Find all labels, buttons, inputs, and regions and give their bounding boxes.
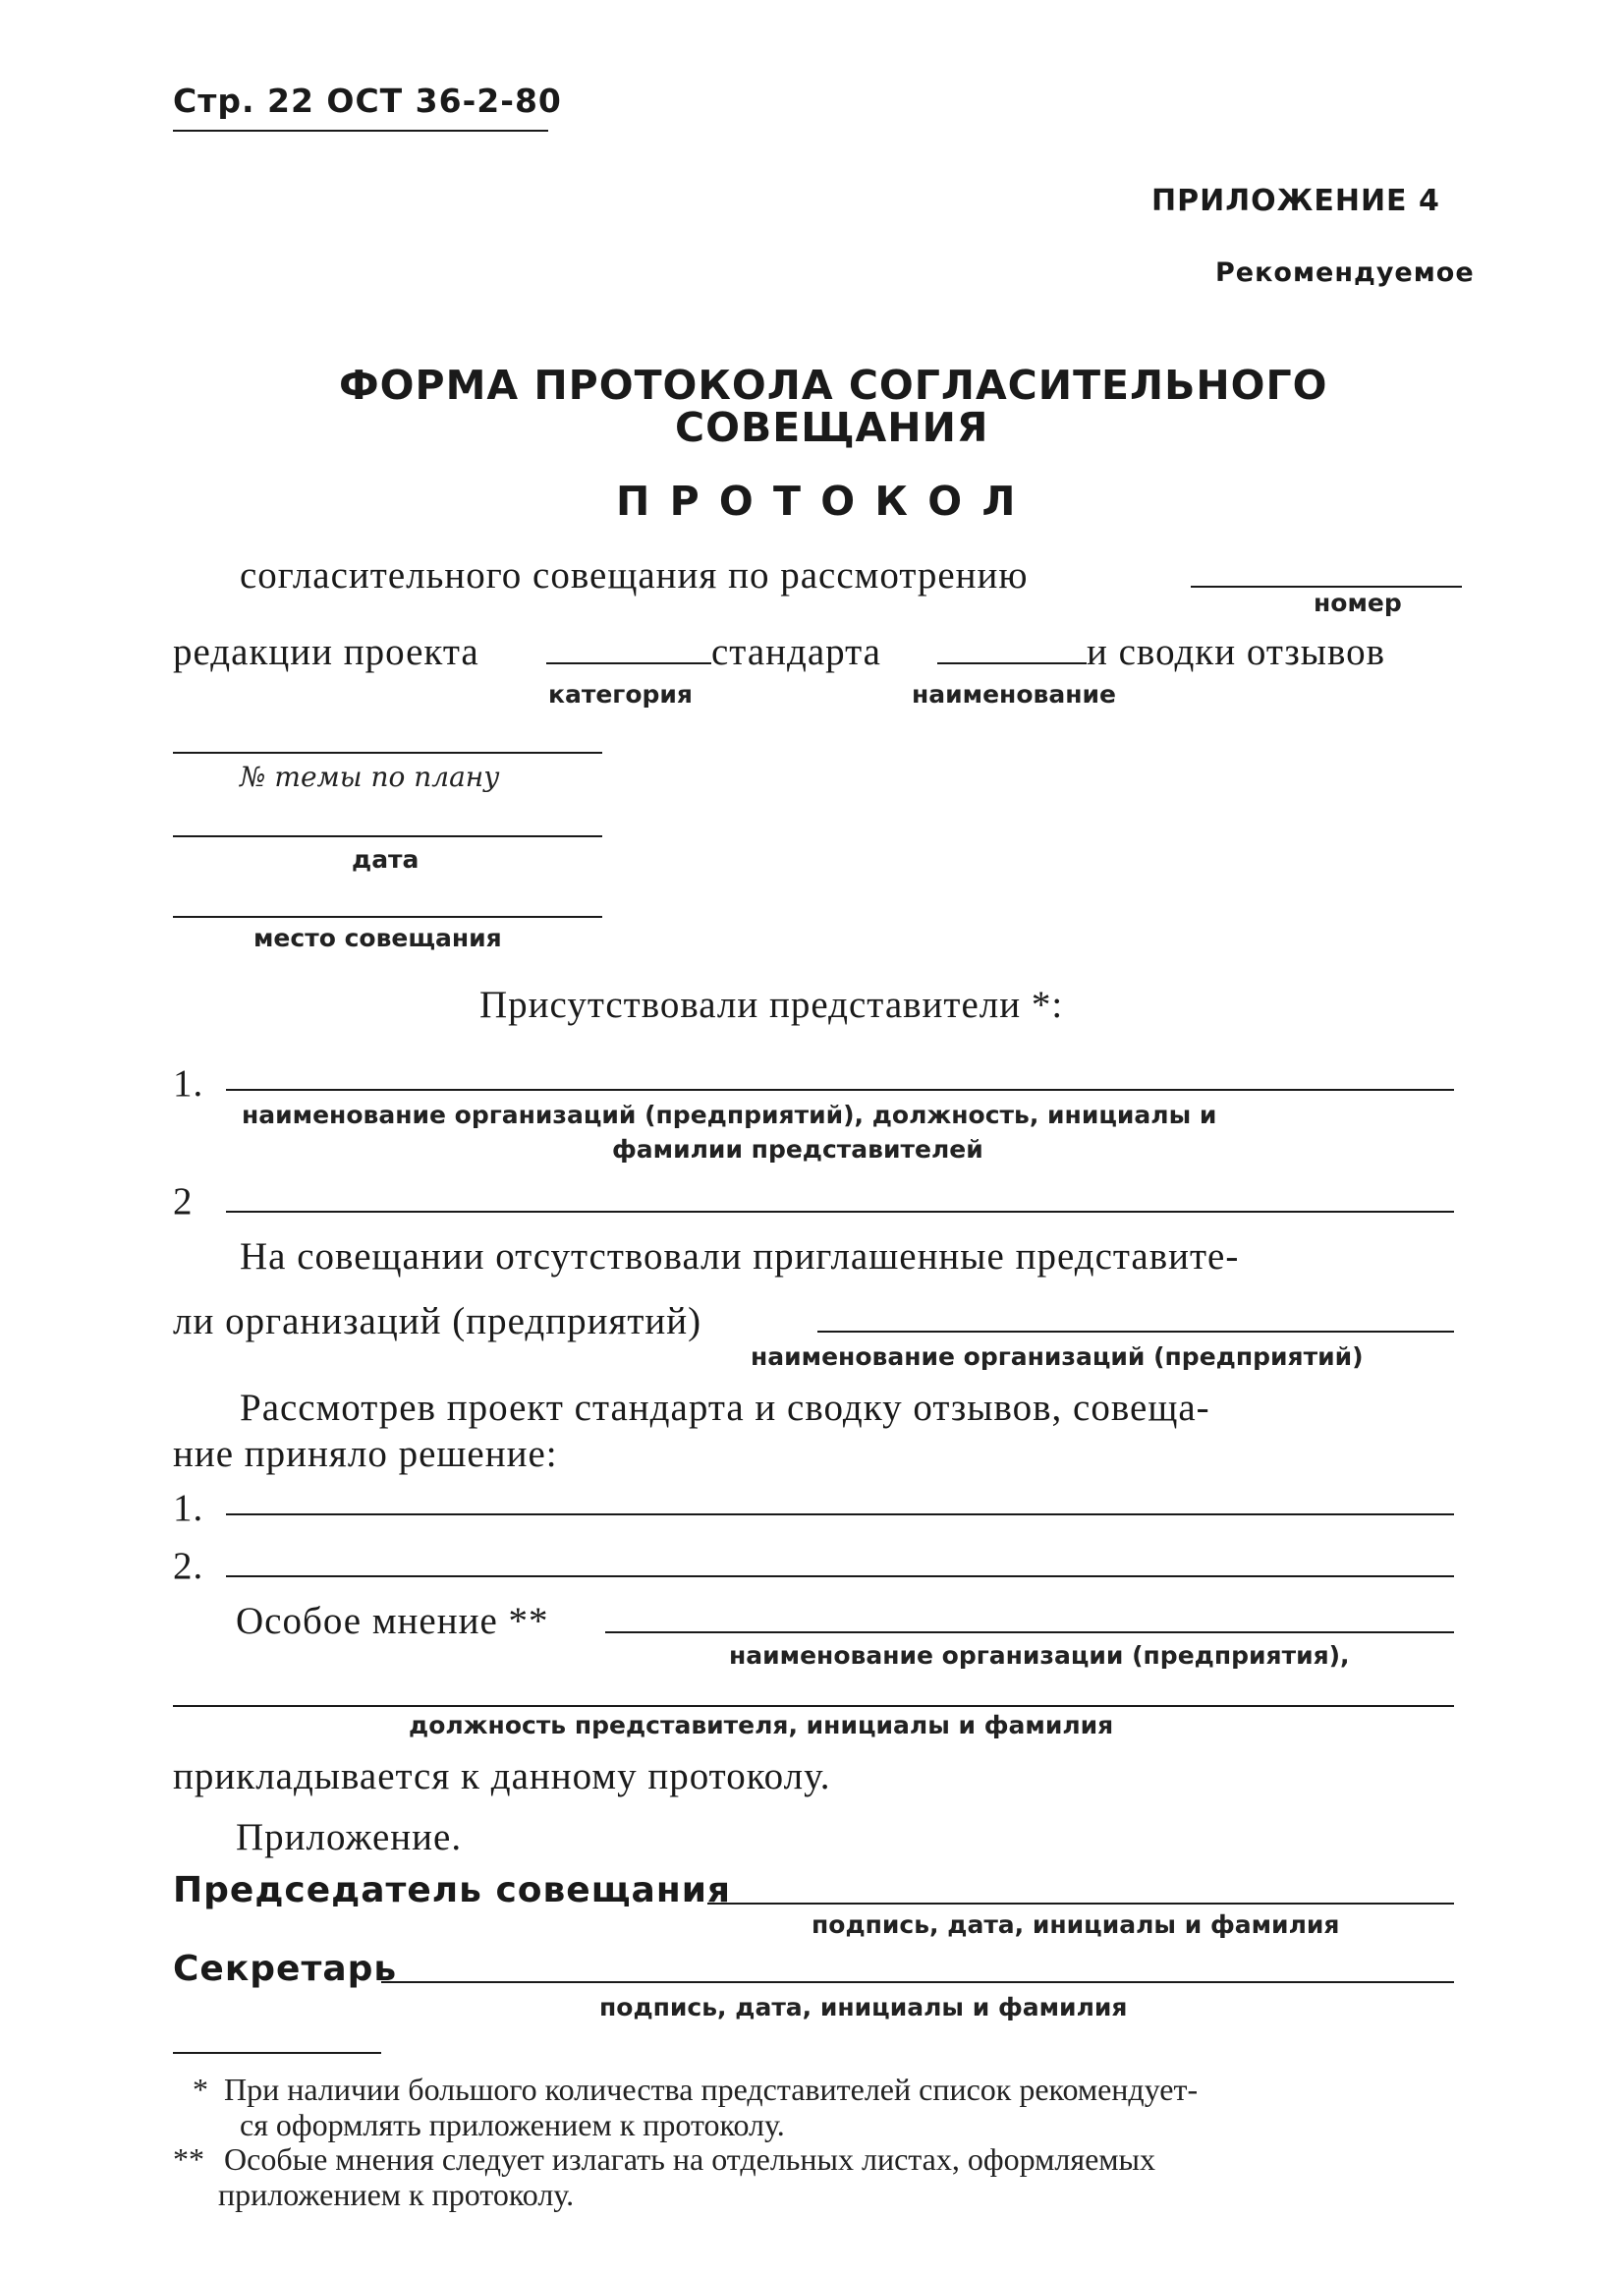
decision-number-2: 2.	[173, 1545, 204, 1587]
date-blank	[173, 835, 602, 837]
footnote-2-mark: **	[173, 2141, 204, 2177]
caption-category: категория	[548, 680, 693, 709]
opinion-line-after: прикладывается к данному протоколу.	[173, 1755, 831, 1797]
appendix-status: Рекомендуемое	[1215, 257, 1475, 288]
header-rule	[173, 130, 548, 132]
footnote-1-mark: *	[193, 2072, 208, 2107]
absent-caption: наименование организаций (предприятий)	[751, 1342, 1364, 1371]
topic-blank	[173, 752, 602, 754]
present-caption-line2: фамилии представителей	[612, 1135, 983, 1164]
appendix-label: ПРИЛОЖЕНИЕ 4	[1151, 184, 1440, 218]
intro-line2-a: редакции проекта	[173, 631, 479, 673]
present-blank-1	[226, 1089, 1454, 1091]
caption-date: дата	[352, 845, 420, 874]
caption-number: номер	[1314, 589, 1402, 617]
footnote-rule	[173, 2052, 381, 2054]
secretary-label: Секретарь	[173, 1949, 398, 1989]
footnote-1-line1: При наличии большого количества представителей список рекомендует-	[224, 2072, 1199, 2107]
name-blank	[937, 662, 1087, 664]
opinion-blank-1	[605, 1631, 1454, 1633]
absent-line1: На совещании отсутствовали приглашенные представите-	[240, 1235, 1240, 1278]
page-header: Стр. 22 ОСТ 36-2-80	[173, 82, 562, 120]
opinion-caption-2: должность представителя, инициалы и фамилия	[409, 1711, 1114, 1739]
decision-line1: Рассмотрев проект стандарта и сводку отзывов, совеща-	[240, 1387, 1210, 1429]
decision-blank-1	[226, 1513, 1454, 1515]
footnote-2-line2: приложением к протоколу.	[218, 2177, 575, 2212]
caption-topic: № темы по плану	[240, 761, 500, 793]
decision-number-1: 1.	[173, 1487, 204, 1529]
attachment-label: Приложение.	[236, 1816, 463, 1858]
category-blank	[546, 662, 711, 664]
chair-signature-blank	[707, 1903, 1454, 1905]
opinion-label: Особое мнение **	[236, 1600, 549, 1642]
absent-line2: ли организаций (предприятий)	[173, 1300, 702, 1342]
form-title-line1: ФОРМА ПРОТОКОЛА СОГЛАСИТЕЛЬНОГО	[339, 362, 1328, 409]
caption-place: место совещания	[253, 924, 502, 952]
present-number-1: 1.	[173, 1062, 204, 1105]
present-blank-2	[226, 1211, 1454, 1213]
number-blank	[1191, 586, 1462, 588]
present-caption-line1: наименование организаций (предприятий), должность, инициалы и	[242, 1101, 1217, 1129]
footnote-2-line1: Особые мнения следует излагать на отдельных листах, оформляемых	[224, 2141, 1156, 2177]
chair-caption: подпись, дата, инициалы и фамилия	[812, 1910, 1340, 1939]
present-number-2: 2	[173, 1180, 194, 1223]
secretary-signature-blank	[381, 1981, 1454, 1983]
form-title-line2: СОВЕЩАНИЯ	[675, 404, 989, 451]
present-heading: Присутствовали представители *:	[479, 984, 1064, 1026]
absent-blank	[817, 1331, 1454, 1333]
decision-blank-2	[226, 1575, 1454, 1577]
protocol-heading: П Р О Т О К О Л	[616, 478, 1017, 525]
caption-name: наименование	[912, 680, 1116, 709]
place-blank	[173, 916, 602, 918]
footnote-1-line2: ся оформлять приложением к протоколу.	[240, 2107, 785, 2142]
chair-label: Председатель совещания	[173, 1870, 732, 1910]
intro-line2-c: и сводки отзывов	[1087, 631, 1386, 673]
opinion-blank-2	[173, 1705, 1454, 1707]
opinion-caption-1: наименование организации (предприятия),	[729, 1641, 1350, 1670]
secretary-caption: подпись, дата, инициалы и фамилия	[599, 1993, 1128, 2021]
decision-line2: ние приняло решение:	[173, 1433, 558, 1475]
intro-line2-b: стандарта	[711, 631, 881, 673]
intro-line1: согласительного совещания по рассмотрению	[240, 554, 1029, 597]
